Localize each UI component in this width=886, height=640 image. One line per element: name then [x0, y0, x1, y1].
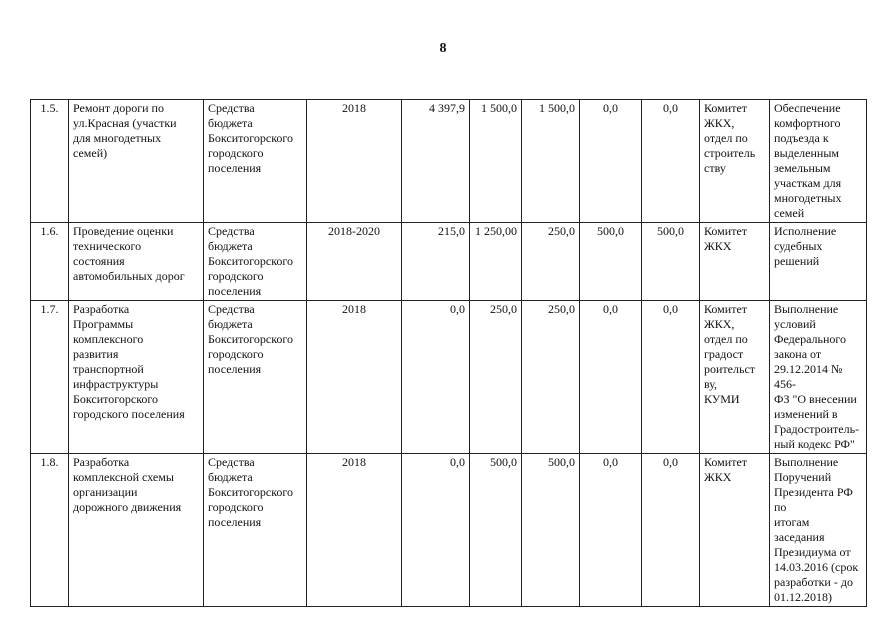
- amount-cell: 500,0: [580, 223, 642, 301]
- executor-cell: Комитет ЖКХ: [700, 454, 770, 607]
- activity-name-cell: Ремонт дороги по ул.Красная (участки для многодетных семей): [69, 100, 204, 223]
- program-activities-table: [30, 99, 867, 607]
- amount-cell: 0,0: [402, 301, 470, 454]
- expected-result-cell: Выполнение условий Федерального закона от 29.12.2014 № 456- ФЗ "О внесении изменений в Градостроитель- ный кодекс РФ": [770, 301, 867, 454]
- years-cell: 2018: [307, 100, 402, 223]
- years-cell: 2018-2020: [307, 223, 402, 301]
- activity-name-cell: Разработка комплексной схемы организации дорожного движения: [69, 454, 204, 607]
- row-number-cell: 1.5.: [31, 100, 69, 223]
- table-row: [31, 100, 867, 223]
- expected-result-cell: Исполнение судебных решений: [770, 223, 867, 301]
- amount-cell: 0,0: [642, 100, 700, 223]
- amount-cell: 1 500,0: [522, 100, 580, 223]
- amount-cell: 0,0: [642, 301, 700, 454]
- executor-cell: Комитет ЖКХ, отдел по градост роительст ву, КУМИ: [700, 301, 770, 454]
- funding-source-cell: Средства бюджета Бокситогорского городского поселения: [204, 100, 307, 223]
- amount-cell: 0,0: [580, 100, 642, 223]
- amount-cell: 0,0: [580, 301, 642, 454]
- activity-name-cell: Разработка Программы комплексного развития транспортной инфраструктуры Бокситогорского городского поселения: [69, 301, 204, 454]
- amount-cell: 500,0: [522, 454, 580, 607]
- executor-cell: Комитет ЖКХ, отдел по строитель ству: [700, 100, 770, 223]
- executor-cell: Комитет ЖКХ: [700, 223, 770, 301]
- table-row: [31, 454, 867, 607]
- years-cell: 2018: [307, 301, 402, 454]
- table-row: [31, 223, 867, 301]
- amount-cell: 500,0: [470, 454, 522, 607]
- amount-cell: 1 500,0: [470, 100, 522, 223]
- page-number: 8: [439, 41, 447, 56]
- expected-result-cell: Обеспечение комфортного подъезда к выделенным земельным участкам для многодетных семей: [770, 100, 867, 223]
- amount-cell: 0,0: [402, 454, 470, 607]
- amount-cell: 215,0: [402, 223, 470, 301]
- amount-cell: 250,0: [522, 223, 580, 301]
- amount-cell: 1 250,00: [470, 223, 522, 301]
- amount-cell: 500,0: [642, 223, 700, 301]
- row-number-cell: 1.6.: [31, 223, 69, 301]
- amount-cell: 0,0: [580, 454, 642, 607]
- funding-source-cell: Средства бюджета Бокситогорского городского поселения: [204, 454, 307, 607]
- years-cell: 2018: [307, 454, 402, 607]
- row-number-cell: 1.8.: [31, 454, 69, 607]
- funding-source-cell: Средства бюджета Бокситогорского городского поселения: [204, 301, 307, 454]
- amount-cell: 250,0: [522, 301, 580, 454]
- funding-source-cell: Средства бюджета Бокситогорского городского поселения: [204, 223, 307, 301]
- expected-result-cell: Выполнение Поручений Президента РФ по итогам заседания Президиума от 14.03.2016 (срок разработки - до 01.12.2018): [770, 454, 867, 607]
- amount-cell: 4 397,9: [402, 100, 470, 223]
- activity-name-cell: Проведение оценки технического состояния автомобильных дорог: [69, 223, 204, 301]
- table-row: [31, 301, 867, 454]
- amount-cell: 250,0: [470, 301, 522, 454]
- amount-cell: 0,0: [642, 454, 700, 607]
- row-number-cell: 1.7.: [31, 301, 69, 454]
